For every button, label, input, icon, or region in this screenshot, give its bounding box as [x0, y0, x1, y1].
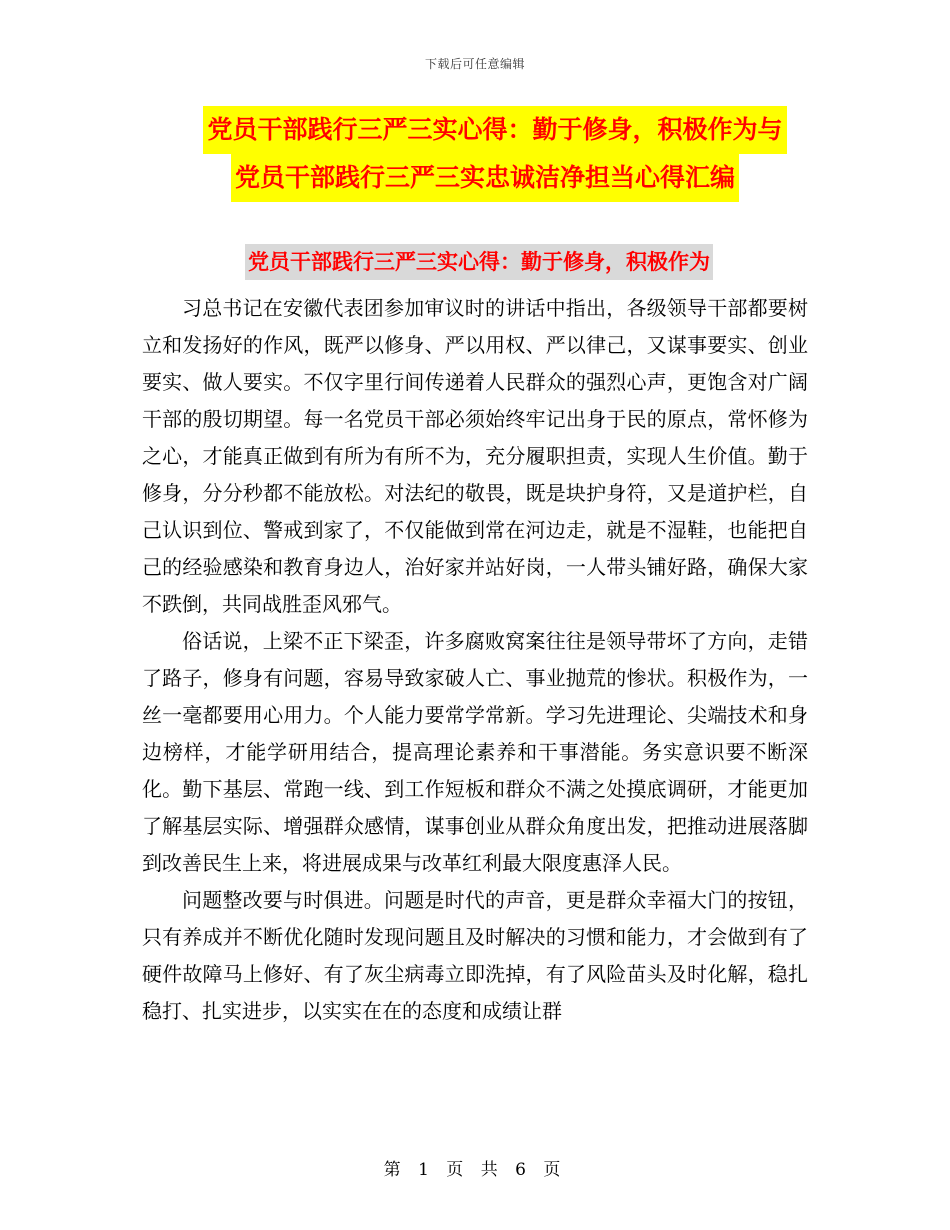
section-title-text: 党员干部践行三严三实心得：勤于修身，积极作为	[245, 244, 713, 280]
paragraph: 习总书记在安徽代表团参加审议时的讲话中指出，各级领导干部都要树立和发扬好的作风，既严以修身、严以用权、严以律己，又谋事要实、创业要实、做人要实。不仅字里行间传递着人民群众的强烈心声，更饱含对广阔干部的殷切期望。每一名党员干部必须始终牢记出身于民的原点，常怀修为之心，才能真正做到有所为有所不为，充分履职担责，实现人生价值。勤于修身，分分秒都不能放松。对法纪的敬畏，既是块护身符，又是道护栏，自己认识到位、警戒到家了，不仅能做到常在河边走，就是不湿鞋，也能把自己的经验感染和教育身边人，治好家并站好岗，一人带头铺好路，确保大家不跌倒，共同战胜歪风邪气。	[142, 296, 808, 616]
document-title-line-1: 党员干部践行三严三实心得：勤于修身，积极作为与	[203, 106, 786, 154]
header-note: 下载后可任意编辑	[424, 57, 525, 71]
paragraph: 俗话说，上梁不正下梁歪，许多腐败窝案往往是领导带坏了方向，走错了路子，修身有问题，容易导致家破人亡、事业抛荒的惨状。积极作为，一丝一毫都要用心用力。个人能力要常学常新。学习先进理论、尖端技术和身边榜样，才能学研用结合，提高理论素养和干事潜能。务实意识要不断深化。勤下基层、常跑一线、到工作短板和群众不满之处摸底调研，才能更加了解基层实际、增强群众感情，谋事创业从群众角度出发，把推动进展落脚到改善民生上来，将进展成果与改革红利最大限度惠泽人民。	[142, 629, 808, 875]
document-body	[142, 290, 808, 1030]
section-title	[0, 244, 950, 280]
document-title	[0, 106, 950, 202]
document-title-line-2: 党员干部践行三严三实忠诚洁净担当心得汇编	[231, 154, 739, 202]
page-number-footer: 第 1 页 共 6 页	[383, 1160, 567, 1180]
paragraph: 问题整改要与时俱进。问题是时代的声音，更是群众幸福大门的按钮，只有养成并不断优化随时发现问题且及时解决的习惯和能力，才会做到有了硬件故障马上修好、有了灰尘病毒立即洗掉，有了风险苗头及时化解，稳扎稳打、扎实进步，以实实在在的态度和成绩让群	[142, 888, 808, 1023]
